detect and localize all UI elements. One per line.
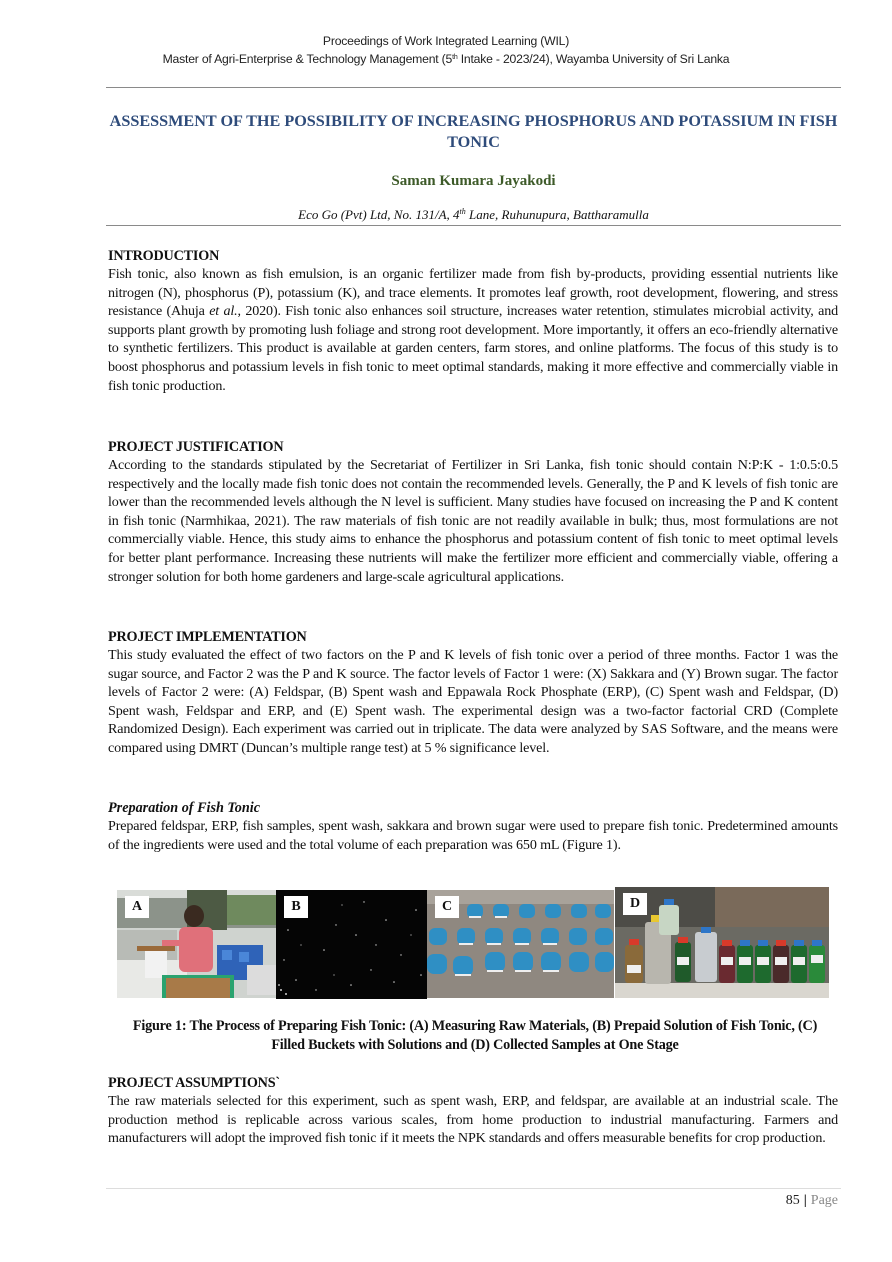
introduction-text-italic: et al. — [209, 303, 238, 320]
affiliation — [106, 207, 841, 223]
justification-text: According to the standards stipulated by the Secretariat of Fertilizer in Sri Lanka, fish tonic should contain N:P:K - 1:0.5:0.5 respectively and the locally made fish tonic does not contain the recommended levels. Generally, the P and K levels of fish tonic are lower than the recommended levels although the N level is sufficient. Many studies have focused on increasing the P and K content in fish tonic (Narmhikaa, 2021). The raw materials of fish tonic are not readily available in bulk; thus, most formulations are not commercially viable. Hence, this study aims to enhance the phosphorus and potassium content of fish tonic to meet optimal levels for better plant performance. Increasing these nutrients will make the fertilizer more efficient and commercially viable, offering a stronger solution for both home gardeners and large-scale agricultural applications. — [108, 457, 838, 585]
header-rule — [106, 87, 841, 88]
author-name: Saman Kumara Jayakodi — [391, 173, 556, 189]
panel-label-d: D — [623, 893, 647, 915]
section-implementation — [108, 628, 838, 758]
introduction-text — [108, 265, 838, 395]
introduction-text-pre: Fish tonic, also known as fish emulsion, is an organic fertilizer made from fish by-products, providing essential nutrients like nitrogen (N), phosphorus (P), potassium (K), and trace elements. It promotes leaf growth, root development, flowering, and stress resistance (Ahuja — [108, 266, 838, 320]
section-introduction — [108, 247, 838, 395]
preparation-heading: Preparation of Fish Tonic — [108, 800, 261, 816]
affiliation-rule — [106, 225, 841, 226]
implementation-heading: PROJECT IMPLEMENTATION — [108, 629, 307, 645]
photo-collected-samples — [615, 887, 829, 998]
section-assumptions — [108, 1074, 838, 1148]
introduction-text-post: , 2020). Fish tonic also enhances soil structure, increases water retention, stimulates microbial activity, and supports plant growth by promoting lush foliage and strong root development. More importantly, it offers an eco-friendly alternative to synthetic fertilizers. This product is available at garden centers, farm stores, and online platforms. The focus of this study is to boost phosphorus and potassium levels in fish tonic to meet optimal standards, making it more effective and commercially viable in fish tonic production. — [108, 303, 839, 394]
affiliation-post: Lane, Ruhunupura, Battharamulla — [465, 207, 649, 222]
figure-caption: Figure 1: The Process of Preparing Fish Tonic: (A) Measuring Raw Materials, (B) Prepaid Solution of Fish Tonic, (C) Filled Buckets with Solutions and (D) Collected Samples at One Stage — [132, 1018, 818, 1053]
section-preparation — [108, 799, 838, 854]
footer-rule — [106, 1188, 841, 1189]
justification-heading: PROJECT JUSTIFICATION — [108, 439, 284, 455]
header-line2-pre: Master of Agri-Enterprise & Technology Management (5 — [162, 52, 453, 66]
figure-panel-b — [276, 890, 427, 999]
running-header-line2 — [0, 52, 892, 66]
panel-label-b: B — [284, 896, 308, 918]
affiliation-sup: th — [459, 207, 466, 216]
page-number-separator: | — [803, 1193, 807, 1208]
figure-1 — [117, 887, 829, 999]
section-justification — [108, 438, 838, 586]
introduction-heading: INTRODUCTION — [108, 248, 220, 264]
affiliation-pre: Eco Go (Pvt) Ltd, No. 131/A, 4 — [298, 207, 460, 222]
page-label: Page — [810, 1193, 838, 1208]
preparation-text: Prepared feldspar, ERP, fish samples, spent wash, sakkara and brown sugar were used to prepare fish tonic. Predetermined amounts of the ingredients were used and the total volume of each preparation was 650 mL (Figure 1). — [108, 818, 838, 853]
page-number — [786, 1193, 838, 1209]
panel-label-a: A — [125, 896, 149, 918]
figure-panel-a — [117, 890, 276, 998]
running-header-line1: Proceedings of Work Integrated Learning (WIL) — [322, 34, 570, 48]
figure-panel-d — [615, 887, 829, 998]
header-line2-post: Intake - 2023/24), Wayamba University of Sri Lanka — [457, 52, 730, 66]
page-number-value: 85 — [785, 1193, 800, 1208]
panel-label-c: C — [435, 896, 459, 918]
paper-title: ASSESSMENT OF THE POSSIBILITY OF INCREASING PHOSPHORUS AND POTASSIUM IN FISH TONIC — [109, 112, 838, 151]
assumptions-heading: PROJECT ASSUMPTIONS` — [108, 1075, 280, 1091]
figure-panel-c — [427, 890, 614, 998]
header-line2-sup: th — [452, 54, 458, 61]
implementation-text: This study evaluated the effect of two factors on the P and K levels of fish tonic over a period of three months. Factor 1 was the sugar source, and Factor 2 was the P and K source. The factor levels of Factor 1 were: (X) Sakkara and (Y) Brown sugar. The factor levels of Factor 2 were: (A) Feldspar, (B) Spent wash and Eppawala Rock Phosphate (ERP), (C) Spent wash and Feldspar, (D) Spent wash, Feldspar and ERP, and (E) Spent wash. The experimental design was a two-factor factorial CRD (Complete Randomized Design). Each experiment was carried out in triplicate. The data were analyzed by SAS Software, and the means were compared using DMRT (Duncan’s multiple range test) at 5 % significance level. — [108, 647, 838, 756]
assumptions-text: The raw materials selected for this experiment, such as spent wash, ERP, and feldspar, are available at an industrial scale. The production method is replicable across various scales, from home production to industrial manufacturing. Farmers and manufacturers will adopt the improved fish tonic if it meets the NPK standards and offers measurable benefits for crop production. — [108, 1093, 838, 1147]
